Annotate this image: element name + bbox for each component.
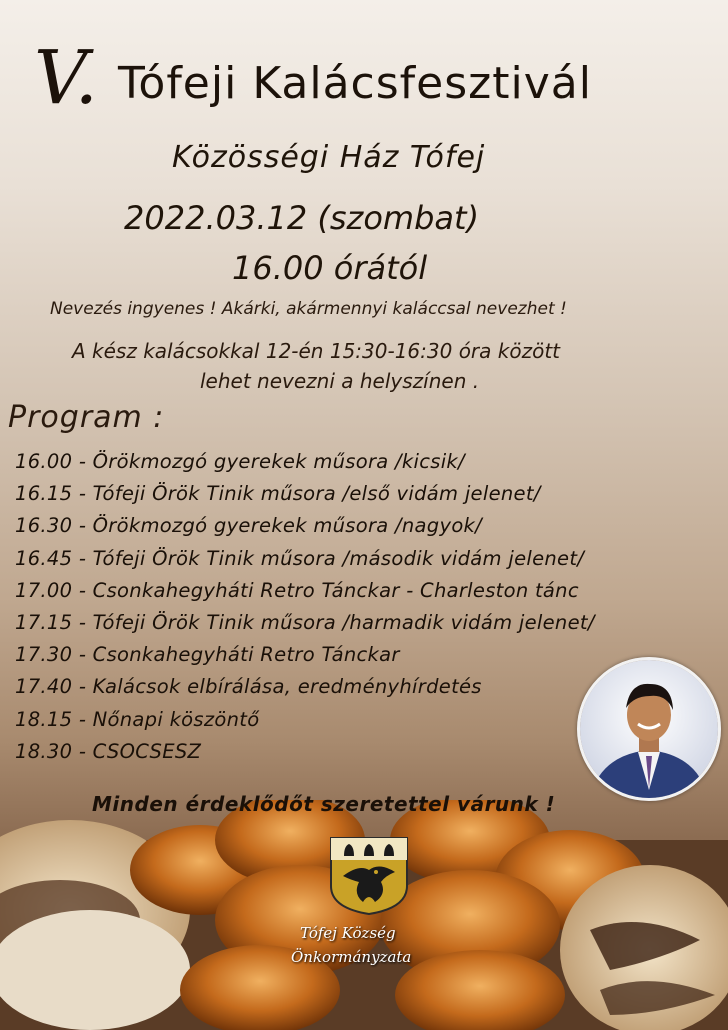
program-list [15, 446, 595, 768]
program-heading: Program : [8, 400, 165, 435]
authority-name-line-2: Önkormányzata [291, 948, 412, 966]
performer-portrait [577, 657, 721, 801]
welcome-message: Minden érdeklődőt szeretettel várunk ! [92, 792, 556, 816]
program-item: 17.40 - Kalácsok elbírálása, eredményhírdetés [15, 675, 482, 699]
program-item: 17.30 - Csonkahegyháti Retro Tánckar [15, 643, 400, 667]
program-item: 16.30 - Örökmozgó gyerekek műsora /nagyok/ [15, 514, 483, 538]
program-item: 16.00 - Örökmozgó gyerekek műsora /kicsik/ [15, 450, 465, 473]
start-time: 16.00 órától [232, 249, 428, 287]
delivery-note-line-1: A kész kalácsokkal 12-én 15:30-16:30 óra között [72, 339, 560, 363]
program-item: 16.15 - Tófeji Örök Tinik műsora /első vidám jelenet/ [15, 482, 541, 506]
program-item: 17.15 - Tófeji Örök Tinik műsora /harmadik vidám jelenet/ [15, 611, 595, 635]
authority-name-line-1: Tófej Község [300, 924, 396, 942]
edition-numeral: V. [34, 35, 99, 121]
festival-title: Tófeji Kalácsfesztivál [118, 58, 592, 109]
event-date: 2022.03.12 (szombat) [124, 199, 480, 237]
program-item: 18.30 - CSOCSESZ [15, 739, 202, 763]
program-item: 17.00 - Csonkahegyháti Retro Tánckar - Charleston tánc [15, 578, 579, 602]
program-item: 16.45 - Tófeji Örök Tinik műsora /második vidám jelenet/ [15, 546, 585, 570]
program-item: 18.15 - Nőnapi köszöntő [15, 707, 260, 731]
delivery-note-line-2: lehet nevezni a helyszínen . [200, 369, 480, 393]
entry-note: Nevezés ingyenes ! Akárki, akármennyi kaláccsal nevezhet ! [50, 299, 567, 319]
municipal-crest [329, 836, 409, 916]
venue: Közösségi Ház Tófej [172, 140, 486, 175]
